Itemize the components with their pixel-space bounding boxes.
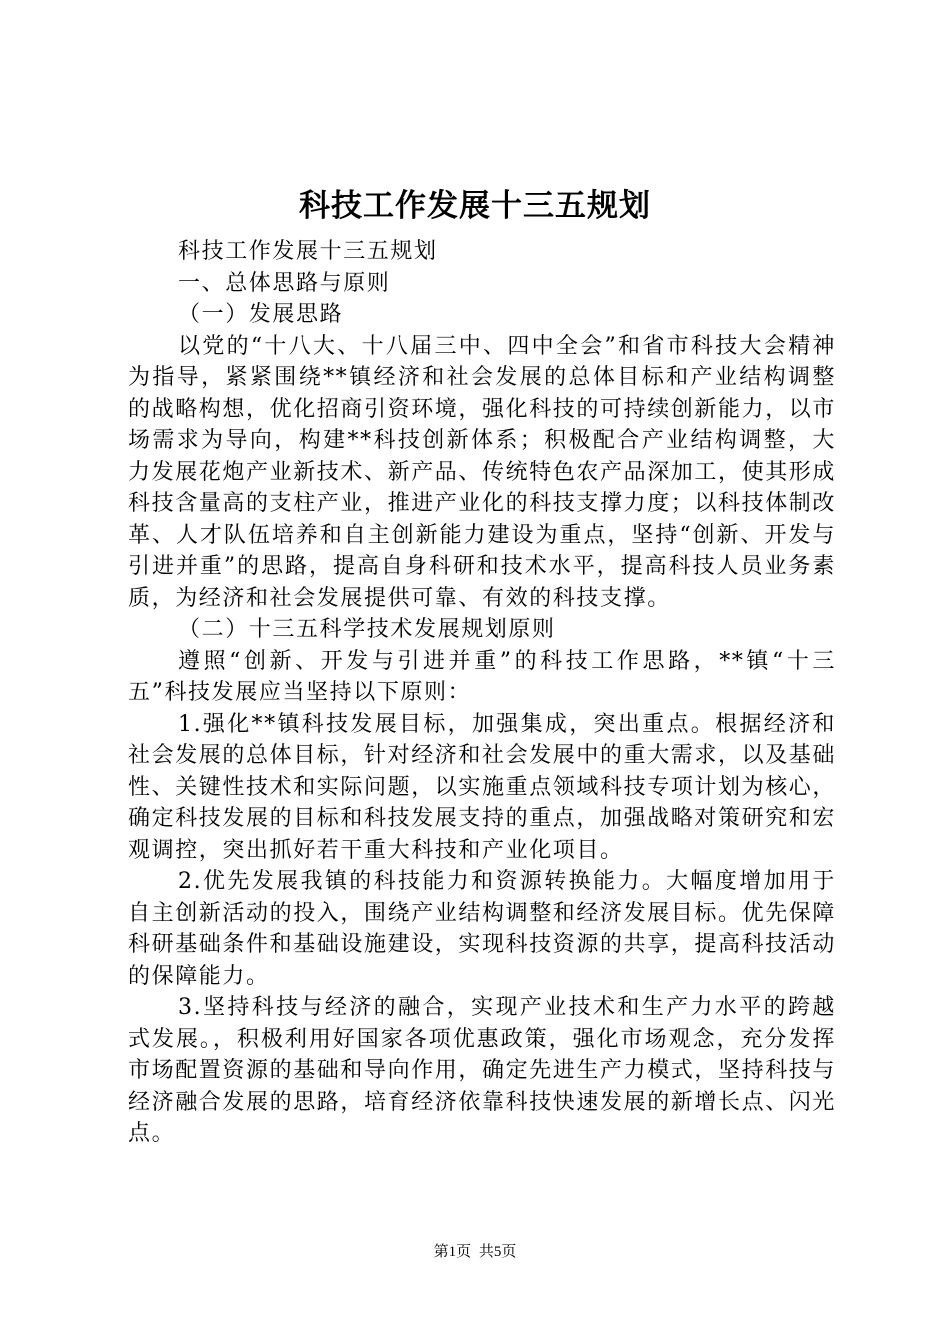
page-total: 共5页 [478, 1244, 517, 1260]
page-number: 第1页 [433, 1244, 472, 1260]
paragraph: 遵照“创新、开发与引进并重”的科技工作思路，**镇“十三五”科技发展应当坚持以下原则： [128, 648, 836, 705]
principle-item: 3.坚持科技与经济的融合，实现产业技术和生产力水平的跨越式发展。，积极利用好国家各项优惠政策，强化市场观念，充分发挥市场配置资源的基础和导向作用，确定先进生产力模式，坚持科技与经济融合发展的思路，培育经济依靠科技快速发展的新增长点、闪光点。 [128, 995, 837, 1146]
document-body [128, 236, 836, 1150]
document-title: 科技工作发展十三五规划 [299, 188, 651, 224]
page-footer [0, 1242, 950, 1262]
principle-item: 1.强化**镇科技发展目标，加强集成，突出重点。根据经济和社会发展的总体目标，针对经济和社会发展中的重大需求，以及基础性、关键性技术和实际问题，以实施重点领域科技专项计划为核心，确定科技发展的目标和科技发展支持的重点，加强战略对策研究和宏观调控，突出抓好若干重大科技和产业化项目。 [128, 711, 837, 863]
subsection-heading: （一）发展思路 [178, 302, 344, 327]
principle-item: 2.优先发展我镇的科技能力和资源转换能力。大幅度增加用于自主创新活动的投入，围绕产业结构调整和经济发展目标。优先保障科研基础条件和基础设施建设，实现科技资源的共享，提高科技活动的保障能力。 [128, 869, 837, 989]
subsection-heading: （二）十三五科学技术发展规划原则 [178, 617, 556, 642]
body-heading: 科技工作发展十三五规划 [178, 239, 438, 264]
section-heading: 一、总体思路与原则 [178, 270, 391, 296]
paragraph: 以党的“十八大、十八届三中、四中全会”和省市科技大会精神为指导，紧紧围绕**镇经济和社会发展的总体目标和产业结构调整的战略构想，优化招商引资环境，强化科技的可持续创新能力，以市场需求为导向，构建**科技创新体系；积极配合产业结构调整，大力发展花炮产业新技术、新产品、传统特色农产品深加工，使其形成科技含量高的支柱产业，推进产业化的科技支撑力度；以科技体制改革、人才队伍培养和自主创新能力建设为重点，坚持“创新、开发与引进并重”的思路，提高自身科研和技术水平，提高科技人员业务素质，为经济和社会发展提供可靠、有效的科技支撑。 [128, 333, 837, 611]
